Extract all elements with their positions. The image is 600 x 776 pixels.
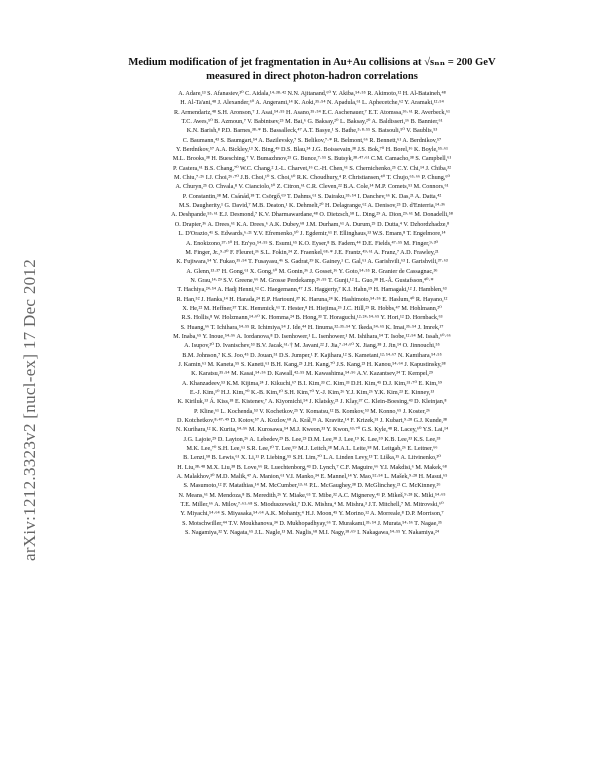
author-line: A. Enokizono,³⁷·⁵⁰ H. En'yo,⁵⁴·⁵⁵ S. Esumi,⁶⁵ K.O. Eyser,⁸ B. Fadem,⁴⁴ D.E. Fields,⁴⁷·⁵⁵ M. Finger,⁹·³⁰ [185,240,439,247]
author-line: D. Kotchetkov,⁸·⁴⁷·⁴⁹ D. Kotov,⁵⁷ A. Kozlov,⁶⁸ A. Král,¹⁵ A. Kravitz,¹⁴ F. Krizek,³¹ J. Kubart,⁹·²⁸ G.J. Kunde,³⁸ [177,418,447,425]
paper-first-page [62,56,562,539]
arxiv-sidebar-stamp [10,200,50,620]
author-line: R.S. Hollis,⁸ W. Holzmann,¹⁴·⁶⁰ K. Homma,²⁴ B. Hong,³³ T. Horaguchi,¹²·²⁴·⁵⁴·⁶⁵ Y. Hori,¹² D. Hornback,⁶³ [181,315,443,322]
author-line: T.E. Miller,⁶⁶ A. Milov,⁷·⁶¹·⁶⁸ S. Mioduszewski,⁷ D.K. Mishra,⁴ M. Mishra,³ J.T. Mitchell,⁷ M. Mitrovski,⁶⁰ [180,502,444,509]
author-line: R. Han,⁵² J. Hanks,¹⁴ H. Harada,²⁴ E.P. Hartouni,³⁷ K. Haruna,²⁴ K. Hashimoto,⁵⁴·⁵⁶ E. Haslum,⁴⁰ R. Hayano,¹² [176,296,448,303]
author-line: M.L. Brooks,³⁸ H. Buesching,⁷ V. Bumazhnov,²⁵ G. Bunce,⁷·⁵⁵ S. Butsyk,³⁸·⁴⁷·⁶¹ C.M. Camacho,³⁸ S. Campbell,⁶¹ [172,156,452,163]
author-line: P. Kline,⁶¹ L. Kochenda,⁵³ V. Kochetkov,²⁵ Y. Komatsu,¹² B. Komkov,⁵³ M. Konno,⁶⁵ J. Koster,²⁶ [194,408,430,415]
author-line: N. Grau,¹⁴·²⁹ S.V. Greene,⁶⁶ M. Grosse Perdekamp,²⁶·⁵⁵ T. Gunji,¹² L. Guo,³⁸ H.-Å. Gustafsson,⁴⁰·* [190,277,434,284]
author-line: L. D'Orazio,⁴¹ S. Edwards,⁶·²¹ Y.V. Efremenko,⁵⁰ J. Egdemir,⁶¹ F. Ellinghaus,¹³ W.S. Emam,⁸ T. Engelmore,¹⁴ [178,231,446,238]
author-line: T.C. Awes,⁵⁰ B. Azmoun,⁷ V. Babintsev,²⁵ M. Bai,⁶ G. Baksay,²⁰ L. Baksay,²⁰ A. Baldisseri,¹⁶ B. Bannier,⁶¹ [181,119,443,126]
author-line: B. Lenzi,⁵⁸ B. Lewis,⁶¹ X. Li,¹¹ P. Liebing,⁵⁵ S.H. Lim,⁷⁰ L.A. Linden Levy,¹³ T. Liška,¹⁵ A. Litvinenko,³⁰ [183,455,441,462]
author-line: M. Finger, Jr.,⁹·³⁰ F. Fleuret,³⁶ S.L. Fokin,³⁴ Z. Fraenkel,⁶⁸·* J.E. Frantz,⁴⁹·⁶¹ A. Franz,⁷ A.D. Frawley,²¹ [185,249,439,256]
author-line: M.K. Lee,⁷⁰ S.H. Lee,⁶¹ S.R. Lee,¹⁰ T. Lee,⁵⁹ M.J. Leitch,³⁸ M.A.L. Leite,⁵⁸ M. Leitgab,²⁶ E. Leitner,⁶⁶ [186,446,438,453]
author-line: A. Khanzadeev,⁵³ K.M. Kijima,²⁴ J. Kikuchi,⁶⁷ B.I. Kim,³³ C. Kim,³³ D.H. Kim,⁴⁵ D.J. Kim,³¹·⁷⁰ E. Kim,⁵⁹ [182,380,442,387]
author-line: P. Castera,⁶¹ B.S. Chang,⁷⁰ W.C. Chang,² J.-L. Charvet,¹⁶ C.-H. Chen,⁶¹ S. Chernichenko,²⁵ C.Y. Chi,¹⁴ J. Chiba,³² [173,165,451,172]
author-line: K. Karatsu,³⁵·⁵⁴ M. Kasai,⁵⁴·⁵⁶ D. Kawall,⁴²·⁵⁵ M. Kawashima,⁵⁴·⁵⁶ A.V. Kazantsev,³⁴ T. Kempel,²⁹ [191,371,433,378]
author-line: H. Liu,³⁸·⁴⁸ M.X. Liu,³⁸ B. Love,⁶⁶ R. Luechtenborg,⁴³ D. Lynch,⁷ C.F. Maguire,⁶⁶ Y.I. Makdisi,⁶ M. Makek,⁶⁸ [177,464,447,471]
author-line: A. Isupov,³⁰ D. Ivanischev,⁵³ B.V. Jacak,⁶¹·† M. Javani,²² J. Jia,⁷·¹⁴·⁶⁰ X. Jiang,³⁸ J. Jin,¹⁴ O. Jinnouchi,⁵⁵ [184,343,440,350]
author-line: A. Malakhov,³⁰ M.D. Malik,⁴⁷ A. Manion,⁶¹ V.I. Manko,³⁴ E. Mannel,¹⁴ Y. Mao,⁵²·⁵⁴ L. Mašek,⁹·²⁸ H. Masui,⁶⁵ [176,474,448,481]
author-line: Y. Berdnikov,⁵⁷ A.A. Bickley,¹³ X. Bing,⁴⁹ D.S. Blau,³⁴ J.G. Boissevain,³⁸ J.S. Bok,⁷⁰ H. Borel,¹⁶ K. Boyle,⁵⁵·⁶¹ [175,147,449,154]
arxiv-identifier: arXiv:1212.3323v2 [nucl-ex] 17 Dec 2012 [20,258,39,562]
author-line: K. Kiriluk,¹³ Á. Kiss,¹⁸ E. Kistenev,⁷ A. Kiyomichi,⁵⁴ J. Klatsky,²¹ J. Klay,³⁷ C. Klein-Boesing,⁴³ D. Kleinjan,⁸ [177,399,447,406]
author-line: S. Nagamiya,³² Y. Nagata,⁶⁵ J.L. Nagle,¹³ M. Naglis,⁶⁸ M.I. Nagy,¹⁸·⁶⁹ I. Nakagawa,⁵⁴·⁵⁵ Y. Nakamiya,²⁴ [184,530,440,537]
author-line: T. Hachiya,²⁴·⁵⁴ A. Hadj Henni,⁶² C. Haegemann,⁴⁷ J.S. Haggerty,⁷ K.I. Hahn,¹⁹ H. Hamagaki,¹² J. Hamblen,⁶³ [177,287,447,294]
author-line: C. Baumann,⁴³ S. Baumgart,⁵⁴ A. Bazilevsky,⁷ S. Belikov,⁷·* R. Belmont,⁶⁶ R. Bennett,⁶¹ A. Berdnikov,⁵⁷ [182,137,442,144]
author-line: J.G. Lajoie,²⁹ D. Layton,²⁶ A. Lebedev,²⁹ B. Lee,²³ D.M. Lee,³⁸ J. Lee,¹⁹ K. Lee,⁵⁹ K.B. Lee,³³ K.S. Lee,³³ [183,436,441,443]
author-line: K.N. Barish,⁸ P.D. Barnes,³⁸·* B. Bassalleck,⁴⁷ A.T. Basye,¹ S. Bathe,⁵·⁸·⁵⁵ S. Batsouli,⁵⁰ V. Baublis,⁵³ [186,128,438,135]
author-line: N. Kurihara,¹² K. Kurita,⁵⁴·⁵⁶ M. Kurosawa,⁵⁴ M.J. Kweon,³³ Y. Kwon,⁶³·⁷⁰ G.S. Kyle,⁴⁸ R. Lacey,⁶⁰ Y.S. Lai,¹⁴ [175,427,449,434]
author-line: A. Churyn,²⁵ O. Chvala,⁸ V. Cianciolo,⁵⁰ Z. Citron,⁶¹ C.R. Cleven,²² B.A. Cole,¹⁴ M.P. Comets,⁵¹ M. Connors,⁶¹ [175,184,449,191]
title-line-1: Medium modification of jet fragmentation in Au+Au collisions at √sₙₙ = 200 GeV [128,57,496,68]
author-line: B.M. Johnson,⁷ K.S. Joo,⁴⁵ D. Jouan,⁵¹ D.S. Jumper,¹ F. Kajihara,¹² S. Kametani,¹²·⁵⁴·⁶⁷ N. Kamihara,⁵⁴·⁵⁵ [182,352,442,359]
author-line: N. Means,⁶¹ M. Mendoza,⁸ B. Meredith,²⁶ Y. Miake,⁶⁵ T. Mibe,³² A.C. Mignerey,⁴¹ P. Mikeš,⁹·²⁸ K. Miki,⁵⁴·⁶⁵ [178,492,446,499]
author-line: J. Kamin,⁶¹ M. Kaneta,⁵⁵ S. Kaneti,⁶¹ B.H. Kang,²³ J.H. Kang,⁷⁰ J.S. Kang,²³ H. Kanou,⁵⁴·⁶⁴ J. Kapustinsky,³⁸ [178,361,446,368]
author-line: H. Al-Ta'ani,⁴⁸ J. Alexander,⁶⁰ A. Angerami,¹⁴ K. Aoki,³⁵·⁵⁴ N. Apadula,⁶¹ L. Aphecetche,⁶² Y. Aramaki,¹²·⁵⁴ [180,100,444,107]
author-line: Y. Miyachi,⁵⁴·⁶⁴ S. Miyasaka,⁵⁴·⁶⁴ A.K. Mohanty,⁴ H.J. Moon,⁴⁵ Y. Morino,¹² A. Morreale,⁸ D.P. Morrison,⁷ [180,511,444,518]
author-line: E.-J. Kim,¹⁰ H.J. Kim,⁷⁰ K.-B. Kim,¹⁰ S.H. Kim,⁷⁰ Y.-J. Kim,²⁶ Y.J. Kim,²⁶ Y.K. Kim,²³ E. Kinney,¹³ [189,390,435,396]
author-line: O. Drapier,³⁶ A. Drees,⁶¹ K.A. Drees,⁶ A.K. Dubey,⁶⁸ J.M. Durham,⁶¹ A. Durum,²⁵ D. Dutta,⁴ V. Dzhordzhadze,⁸ [174,221,450,228]
paper-title [62,56,562,83]
author-line: A. Deshpande,⁵⁵·⁶¹ E.J. Desmond,⁷ K.V. Dharmawardane,⁴⁸ O. Dietzsch,⁵⁸ L. Ding,²⁹ A. Dion,²⁹·⁶¹ M. Donadelli,⁵⁸ [171,212,453,219]
author-line: A. Glenn,¹³·³⁷ H. Gong,⁶¹ X. Gong,⁶⁰ M. Gonin,³⁶ J. Gosset,¹⁶ Y. Goto,⁵⁴·⁵⁵ R. Granier de Cassagnac,³⁶ [186,268,438,275]
author-line: S. Masumoto,¹² F. Matathias,¹⁴ M. McCumber,¹³·⁶¹ P.L. McGaughey,³⁸ D. McGlinchey,²¹ C. McKinney,²⁶ [183,483,441,490]
author-line: R. Armendariz,⁴⁸ S.H. Aronson,⁷ J. Asai,⁵⁴·⁵⁵ H. Asano,³⁵·⁵⁴ E.C. Aschenauer,⁷ E.T. Atomssa,³⁶·⁶¹ R. Averbeck,⁶¹ [174,109,450,116]
author-list [62,90,562,539]
title-line-2: measured in direct photon-hadron correlations [206,70,418,82]
author-line: M. Inaba,⁶⁵ Y. Inoue,⁵⁴·⁵⁶ A. Iordanova,⁸ D. Isenhower,¹ L. Isenhower,¹ M. Ishihara,⁵⁴ T. Isobe,¹²·⁵⁴ M. Issah,⁶⁰·⁶⁶ [173,333,451,340]
author-line: S. Motschwiller,⁴⁴ T.V. Moukhanova,³⁴ D. Mukhopadhyay,⁶⁶ T. Murakami,³⁵·⁵⁴ J. Murata,⁵⁴·⁵⁶ T. Nagae,³⁵ [182,520,442,527]
author-line: M.S. Daugherity,¹ G. David,⁷ M.B. Deaton,¹ K. Dehmelt,²⁰ H. Delagrange,⁶² A. Denisov,²⁵ D. d'Enterria,¹⁴·³⁶ [178,203,446,210]
author-line: K. Fujiwara,⁵⁴ Y. Fukao,³⁵·⁵⁴ T. Fusayasu,⁴⁶ S. Gadrat,³⁹ K. Gainey,¹ C. Gal,⁶¹ A. Garishvili,⁶³ I. Garishvili,³⁷·⁶³ [176,259,448,266]
author-line: X. He,²² M. Heffner,³⁷ T.K. Hemmick,⁶¹ T. Hester,⁸ H. Hiejima,²⁶ J.C. Hill,²⁹ R. Hobbs,⁴⁷ M. Hohlmann,²⁰ [182,305,442,312]
author-line: S. Huang,⁶⁶ T. Ichihara,⁵⁴·⁵⁵ R. Ichimiya,⁵⁴ J. Ide,⁴⁴ H. Iinuma,³²·³⁵·⁵⁴ Y. Ikeda,⁵⁴·⁶⁵ K. Imai,³⁵·⁵⁴ J. Imrek,¹⁷ [180,324,444,331]
author-line: A. Adare,¹³ S. Afanasiev,³⁰ C. Aidala,¹⁴·³⁸·⁴² N.N. Ajitanand,⁶⁰ Y. Akiba,⁵⁴·⁵⁵ R. Akimoto,¹² H. Al-Bataineh,⁴⁸ [178,91,446,97]
author-line: P. Constantin,³⁸ M. Csánád,¹⁸ T. Csörgő,⁶⁹ T. Dahms,⁶¹ S. Dairaku,³⁵·⁵⁴ I. Danchev,⁶⁶ K. Das,²¹ A. Datta,⁴² [182,193,442,200]
author-line: M. Chiu,⁷·²⁶ I.J. Choi,²⁶·⁷⁰ J.B. Choi,¹⁰ S. Choi,⁶⁰ R.K. Choudhury,⁴ P. Christiansen,⁴⁰ T. Chujo,⁶⁵·⁶⁶ P. Chung,⁶⁰ [174,175,450,182]
